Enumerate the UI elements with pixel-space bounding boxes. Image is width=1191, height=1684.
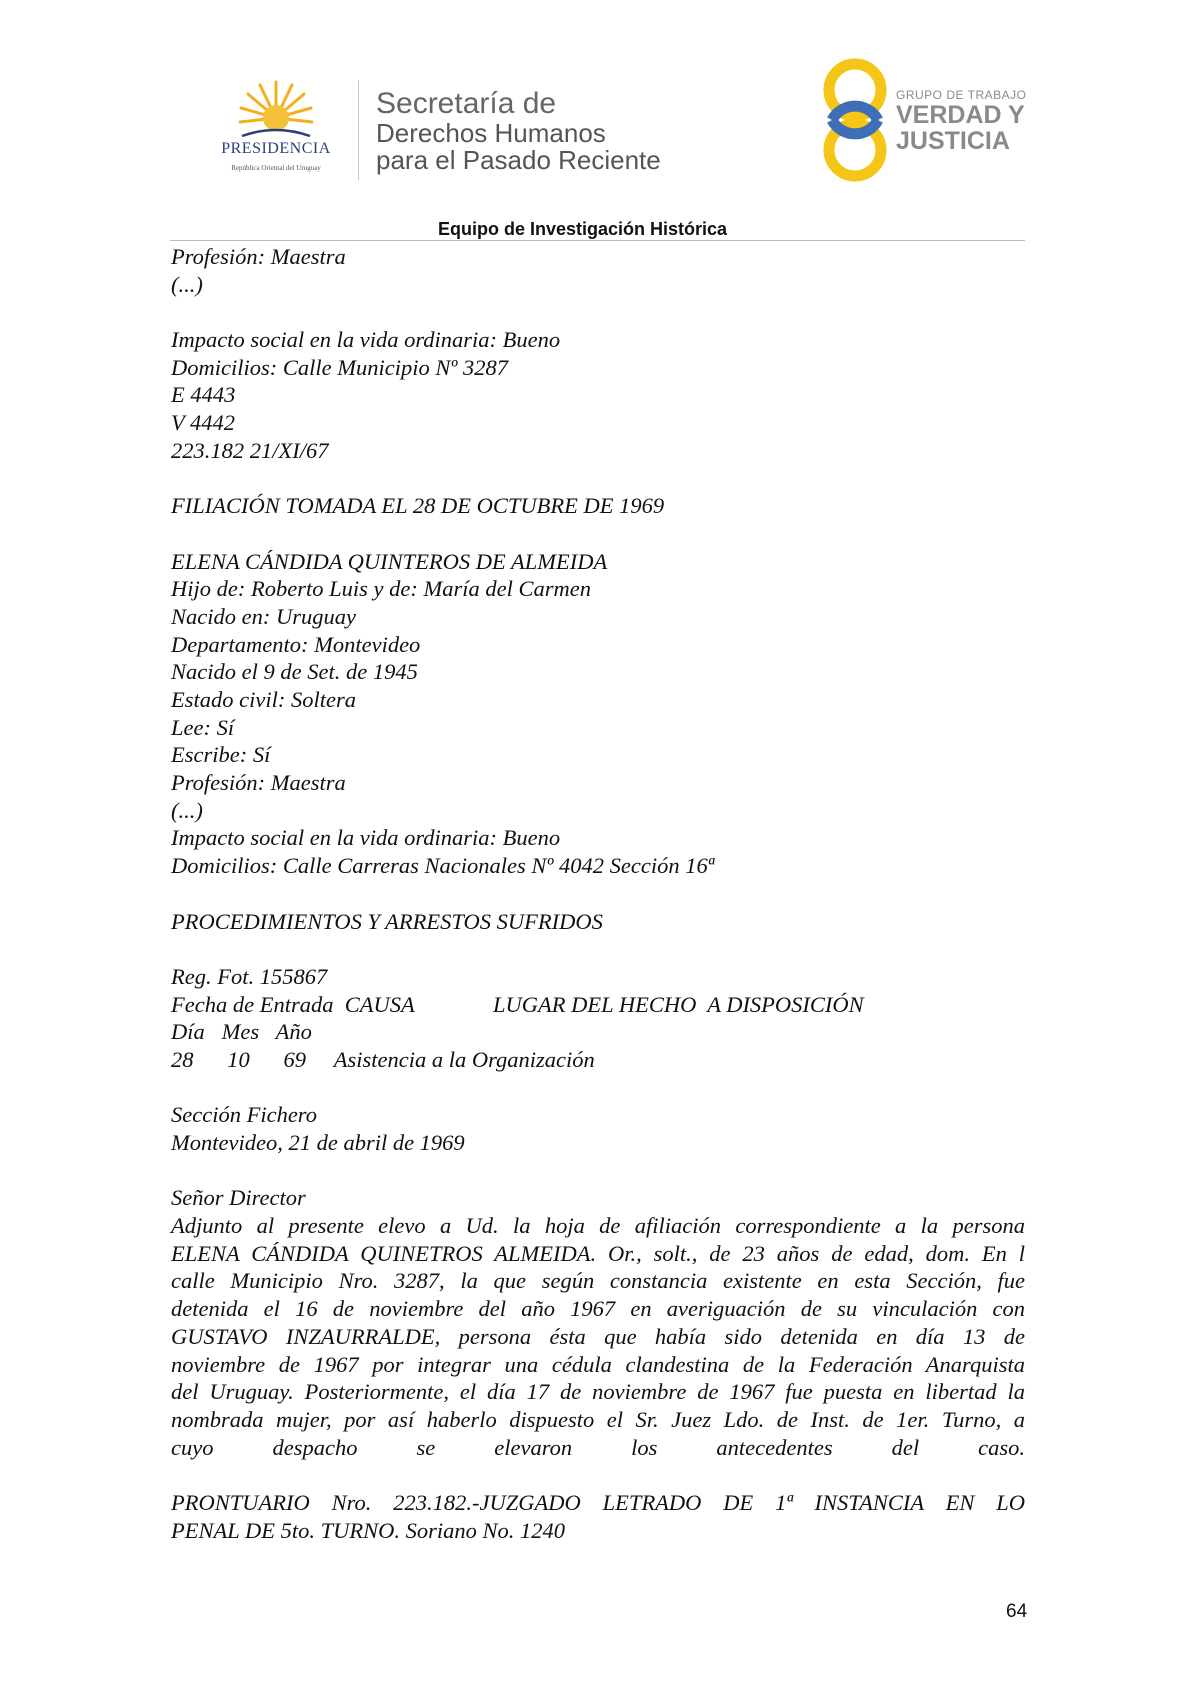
body-line: Lee: Sí — [171, 714, 235, 740]
blank-line — [171, 935, 1025, 963]
justicia-label: JUSTICIA — [896, 127, 1010, 155]
body-line: Profesión: Maestra — [171, 244, 346, 269]
paragraph-line: PRONTUARIO Nro. 223.182.-JUZGADO LETRADO DE 1ª INSTANCIA EN LO — [171, 1489, 1025, 1515]
page-number: 64 — [1006, 1601, 1028, 1622]
body-line: Domicilios: Calle Municipio Nº 3287 — [171, 354, 508, 380]
body-line: Reg. Fot. 155867 — [171, 963, 328, 989]
team-title: Equipo de Investigación Histórica — [438, 219, 728, 239]
letter-paragraph — [171, 1212, 1025, 1461]
blank-line — [171, 880, 1025, 908]
secretaria-line-3: para el Pasado Reciente — [376, 145, 661, 175]
secretaria-line-1: Secretaría de — [376, 87, 557, 120]
body-line: Domicilios: Calle Carreras Nacionales Nº 4042 Sección 16ª — [171, 853, 714, 879]
paragraph-line: del Uruguay. Posteriormente, el día 17 de noviembre de 1967 fue puesta en libertad la — [171, 1379, 1025, 1405]
blank-line — [171, 298, 1025, 326]
presidencia-title: PRESIDENCIA — [221, 140, 331, 157]
body-line: Nacido en: Uruguay — [171, 603, 356, 629]
paragraph-line: nombrada mujer, por así haberlo dispuesto el Sr. Juez Ldo. de Inst. de 1er. Turno, a — [171, 1406, 1025, 1432]
verdad-justicia-logo — [818, 58, 1028, 188]
prontuario-paragraph — [171, 1489, 1025, 1544]
body-line: Nacido el 9 de Set. de 1945 — [171, 659, 418, 685]
blank-line — [171, 1074, 1025, 1102]
section-heading: FILIACIÓN TOMADA EL 28 DE OCTUBRE DE 1969 — [171, 493, 665, 519]
body-line: Estado civil: Soltera — [171, 687, 356, 712]
body-line: Impacto social en la vida ordinaria: Bueno — [171, 327, 561, 353]
presidencia-logo — [196, 78, 356, 178]
page-header — [0, 0, 1191, 210]
body-line: V 4442 — [171, 410, 235, 436]
letter-salutation: Señor Director — [171, 1185, 306, 1211]
body-line: Sección Fichero — [171, 1102, 317, 1128]
person-name: ELENA CÁNDIDA QUINTEROS DE ALMEIDA — [171, 548, 608, 574]
paragraph-line: calle Municipio Nro. 3287, la que según constancia existente en esta Sección, fue — [171, 1268, 1025, 1294]
header-divider — [358, 80, 359, 180]
paragraph-line: detenida el 16 de noviembre del año 1967 en averiguación de su vinculación con — [171, 1296, 1025, 1322]
presidencia-subtitle: República Oriental del Uruguay — [231, 164, 321, 172]
body-line: Departamento: Montevideo — [171, 631, 421, 657]
document-body — [171, 243, 1025, 1544]
section-heading: PROCEDIMIENTOS Y ARRESTOS SUFRIDOS — [171, 908, 603, 934]
paragraph-line: noviembre de 1967 por integrar una cédula clandestina de la Federación Anarquista — [171, 1351, 1025, 1377]
record-subheader-row: Día Mes Año — [171, 1019, 312, 1045]
secretaria-logo-text — [376, 88, 661, 174]
paragraph-line: ELENA CÁNDIDA QUINETROS ALMEIDA. Or., solt., de 23 años de edad, dom. En l — [171, 1240, 1025, 1266]
body-line: E 4443 — [171, 382, 236, 408]
verdad-justicia-text — [896, 88, 1026, 154]
body-line: 223.182 21/XI/67 — [171, 437, 329, 463]
paragraph-line: GUSTAVO INZAURRALDE, persona ésta que había sido detenida en día 13 de — [171, 1323, 1025, 1349]
body-line: (...) — [171, 271, 203, 297]
paragraph-line: Adjunto al presente elevo a Ud. la hoja de afiliación correspondiente a la persona — [171, 1213, 1025, 1239]
body-line: Profesión: Maestra — [171, 770, 346, 796]
blank-line — [171, 465, 1025, 493]
record-data-row: 28 10 69 Asistencia a la Organización — [171, 1046, 595, 1072]
paragraph-line: cuyo despacho se elevaron los antecedentes del caso. — [171, 1434, 1025, 1460]
blank-line — [171, 520, 1025, 548]
letter-date: Montevideo, 21 de abril de 1969 — [171, 1130, 465, 1155]
linked-rings-icon — [818, 58, 892, 182]
body-line: Hijo de: Roberto Luis y de: María del Carmen — [171, 576, 591, 602]
verdad-label: VERDAD Y — [896, 101, 1025, 129]
body-line: Impacto social en la vida ordinaria: Bueno — [171, 825, 561, 851]
blank-line — [171, 1157, 1025, 1185]
header-rule — [170, 240, 1025, 241]
blank-line — [171, 1461, 1025, 1489]
paragraph-line: PENAL DE 5to. TURNO. Soriano No. 1240 — [171, 1517, 565, 1543]
body-line: Escribe: Sí — [171, 742, 271, 768]
record-header-row: Fecha de Entrada CAUSA LUGAR DEL HECHO A DISPOSICIÓN — [171, 991, 864, 1017]
sun-emblem-icon — [238, 78, 314, 140]
body-line: (...) — [171, 797, 203, 823]
secretaria-line-2: Derechos Humanos — [376, 118, 606, 148]
grupo-label: GRUPO DE TRABAJO — [896, 88, 1027, 102]
